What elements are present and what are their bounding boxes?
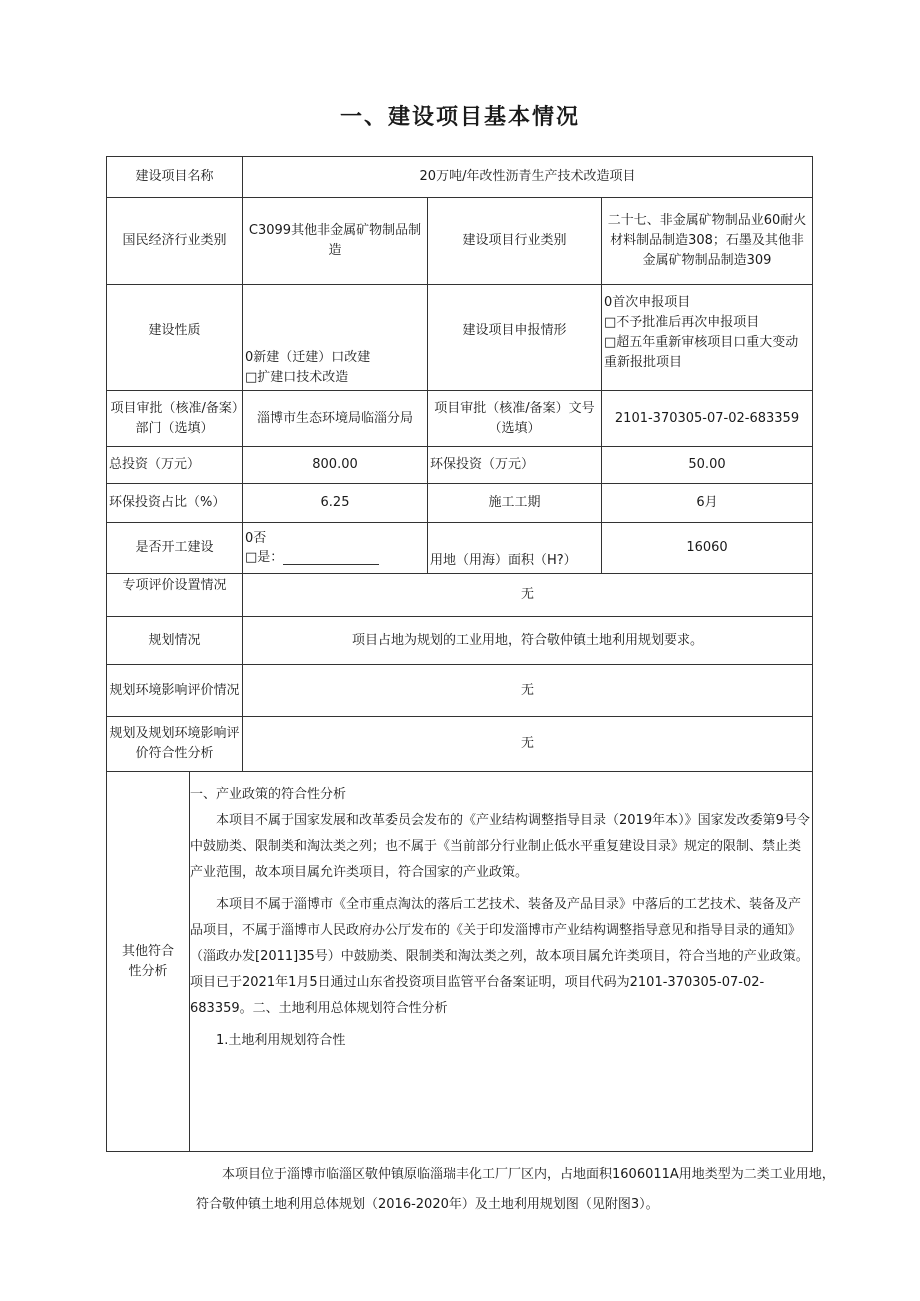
nature-label: 建设性质 [148,323,201,338]
plan-eia-label: 规划环境影响评价情况 [109,682,240,698]
analysis-heading-policy: 一、产业政策的符合性分析 [190,787,347,802]
project-name-value: 20万吨/年改性沥青生产技术改造项目 [419,169,636,184]
env-ratio-value: 6.25 [320,495,350,510]
analysis-paragraph-national: 本项目不属于国家发展和改革委员会发布的《产业结构调整指导目录（2019年本）》国家发改委第9号令中鼓励类、限制类和淘汰类之列；也不属于《当前部分行业制止低水平重复建设目录》规定的限制、禁止类产业范围，故本项目属允许类项目，符合国家的产业政策。 [190,813,810,880]
declaration-option-resubmit: □不予批准后再次申报项目 [604,315,760,330]
construction-period-label: 施工工期 [488,495,541,510]
industry-label: 国民经济行业类别 [122,233,227,248]
started-date-blank [283,550,379,565]
nature-option-new: 0新建（迁建）口改建 [245,350,371,365]
declaration-option-review: □超五年重新审核项目口重大变动重新报批项目 [604,335,799,370]
approval-dept-value: 淄博市生态环境局临淄分局 [256,410,413,426]
env-ratio-label: 环保投资占比（%） [109,495,226,510]
plan-conformity-label: 规划及规划环境影响评价符合性分析 [109,726,240,761]
env-investment-value: 50.00 [688,457,726,472]
started-label: 是否开工建设 [135,540,214,555]
project-info-table [106,156,813,1152]
other-analysis-content [190,782,810,1054]
project-industry-label: 建设项目行业类别 [462,233,567,248]
other-analysis-label: 其他符合性分析 [121,943,174,979]
special-eval-label: 专项评价设置情况 [122,578,227,593]
nature-option-expand: □扩建口技术改造 [245,370,349,385]
total-investment-label: 总投资（万元） [109,457,201,472]
analysis-subheading-land: 1.土地利用规划符合性 [216,1033,346,1048]
declaration-option-first: 0首次申报项目 [604,295,691,310]
project-industry-value: 二十七、非金属矿物制品业60耐火材料制品制造308；石墨及其他非金属矿物制品制造309 [607,213,807,268]
planning-value: 项目占地为规划的工业用地，符合敬仲镇土地利用规划要求。 [351,632,703,648]
declaration-label: 建设项目申报情形 [462,323,567,338]
special-eval-value: 无 [520,587,534,602]
industry-value: C3099其他非金属矿物制品制造 [248,223,422,258]
started-option-yes: □是： [245,550,284,565]
planning-label: 规划情况 [148,632,201,648]
started-option-no: 0否 [245,531,267,546]
project-name-label: 建设项目名称 [135,169,214,184]
approval-number-value: 2101-370305-07-02-683359 [614,410,800,426]
plan-conformity-value: 无 [520,736,534,751]
construction-period-value: 6月 [696,495,718,510]
approval-number-label: 项目审批（核准/备案）文号（选填） [434,400,595,436]
land-use-paragraph: 本项目位于淄博市临淄区敬仲镇原临淄瑞丰化工厂厂区内，占地面积1606011A用地类型为二类工业用地，符合敬仲镇土地利用总体规划（2016-2020年）及土地利用规划图（见附图3）。 [196,1167,835,1212]
plan-eia-value: 无 [520,682,534,698]
page-title: 一、建设项目基本情况 [339,105,580,130]
analysis-paragraph-local: 本项目不属于淄博市《全市重点淘汰的落后工艺技术、装备及产品目录》中落后的工艺技术、装备及产品项目，不属于淄博市人民政府办公厅发布的《关于印发淄博市产业结构调整指导意见和指导目录的通知》（淄政办发[2011]35号）中鼓励类、限制类和淘汰类之列，故本项目属允许类项目，符合当地的产业政策。项目已于2021年1月5日通过山东省投资项目监管平台备案证明，项目代码为2101-370305-07-02-683359。二、土地利用总体规划符合性分析 [190,897,809,1016]
env-investment-label: 环保投资（万元） [430,457,535,472]
land-area-value: 16060 [686,540,728,555]
approval-dept-label: 项目审批（核准/备案）部门（选填） [110,400,239,436]
total-investment-value: 800.00 [312,457,358,472]
land-area-label: 用地（用海）面积（H?） [430,553,577,568]
